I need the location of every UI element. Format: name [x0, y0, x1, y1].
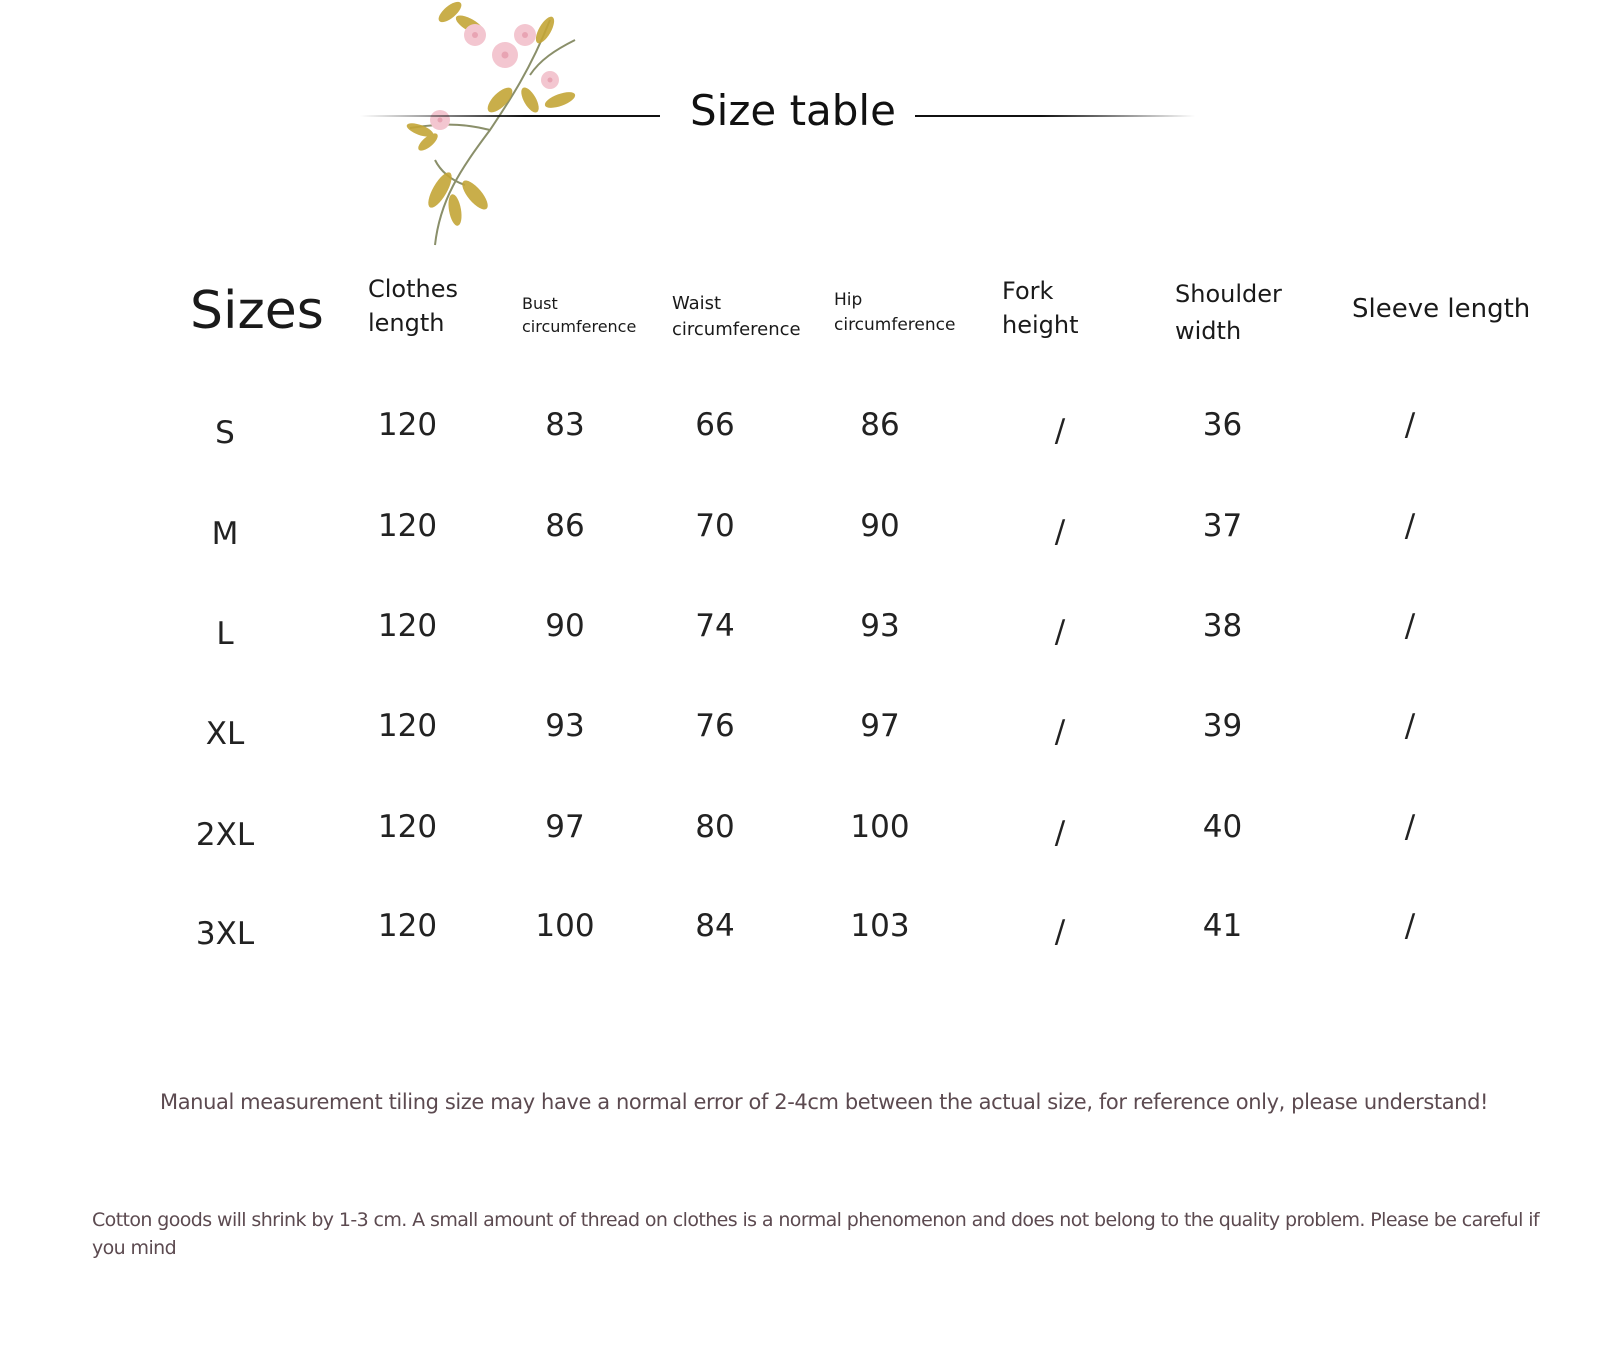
cell-sleeve-length: /	[1404, 608, 1416, 644]
cell-fork-height: /	[1054, 413, 1066, 449]
cell-size: 2XL	[195, 817, 255, 853]
header-hip: Hip circumference	[834, 290, 956, 335]
cell-shoulder-width: 36	[1202, 407, 1243, 443]
cell-bust: 100	[535, 908, 595, 944]
cell-sleeve-length: /	[1404, 908, 1416, 944]
cell-bust: 97	[545, 809, 585, 845]
table-row	[0, 596, 1600, 656]
cell-bust: 83	[545, 407, 585, 443]
table-row	[0, 395, 1600, 455]
table-row	[0, 797, 1600, 857]
cell-shoulder-width: 38	[1202, 608, 1243, 644]
header-clothes-length: Clothes length	[368, 275, 458, 338]
cell-shoulder-width: 41	[1202, 908, 1243, 944]
cell-hip: 103	[850, 908, 910, 944]
cell-sleeve-length: /	[1404, 809, 1416, 845]
cell-size: 3XL	[195, 916, 255, 952]
cell-clothes-length: 120	[377, 809, 438, 845]
header-bust: Bust circumference	[522, 294, 637, 337]
page-title: Size table	[690, 86, 896, 135]
cell-waist: 84	[695, 908, 735, 944]
measurement-note: Manual measurement tiling size may have a normal error of 2-4cm between the actual size, for reference only, please understand!	[160, 1090, 1489, 1114]
cell-hip: 97	[860, 708, 900, 744]
cell-size: XL	[205, 716, 245, 752]
cell-fork-height: /	[1054, 914, 1066, 950]
cell-clothes-length: 120	[377, 608, 438, 644]
cell-sleeve-length: /	[1404, 708, 1416, 744]
cell-shoulder-width: 39	[1202, 708, 1243, 744]
cell-sleeve-length: /	[1404, 407, 1416, 443]
cell-clothes-length: 120	[377, 508, 438, 544]
cell-waist: 76	[695, 708, 735, 744]
cell-fork-height: /	[1054, 514, 1066, 550]
cell-clothes-length: 120	[377, 908, 438, 944]
cell-waist: 80	[695, 809, 735, 845]
cell-sleeve-length: /	[1404, 508, 1416, 544]
cell-hip: 90	[860, 508, 900, 544]
header-sizes: Sizes	[190, 281, 324, 341]
header-waist: Waist circumference	[672, 293, 801, 341]
cell-fork-height: /	[1054, 815, 1066, 851]
cell-hip: 86	[860, 407, 900, 443]
cell-bust: 86	[545, 508, 585, 544]
cell-clothes-length: 120	[377, 708, 438, 744]
cell-bust: 93	[545, 708, 585, 744]
cell-shoulder-width: 40	[1202, 809, 1243, 845]
cell-size: L	[216, 616, 234, 652]
cell-hip: 100	[850, 809, 910, 845]
flower-branch-icon	[380, 0, 620, 250]
title-divider-left	[360, 115, 660, 117]
title-divider-right	[915, 115, 1195, 117]
cell-hip: 93	[860, 608, 900, 644]
cell-waist: 66	[695, 407, 735, 443]
header-sleeve-length: Sleeve length	[1352, 294, 1531, 324]
cell-waist: 70	[695, 508, 735, 544]
cotton-note: Cotton goods will shrink by 1-3 cm. A small amount of thread on clothes is a normal phenomenon and does not belong to the quality problem. Please be careful if you mind	[92, 1209, 1539, 1259]
cell-waist: 74	[695, 608, 735, 644]
cell-size: M	[211, 516, 239, 552]
table-row	[0, 496, 1600, 556]
cell-fork-height: /	[1054, 614, 1066, 650]
cell-bust: 90	[545, 608, 585, 644]
header-fork-height: Fork height	[1002, 277, 1079, 340]
cell-fork-height: /	[1054, 714, 1066, 750]
cell-clothes-length: 120	[377, 407, 438, 443]
table-row	[0, 696, 1600, 756]
cell-size: S	[215, 415, 235, 451]
cell-shoulder-width: 37	[1202, 508, 1243, 544]
table-row	[0, 896, 1600, 956]
header-shoulder-width: Shoulder width	[1175, 280, 1282, 346]
